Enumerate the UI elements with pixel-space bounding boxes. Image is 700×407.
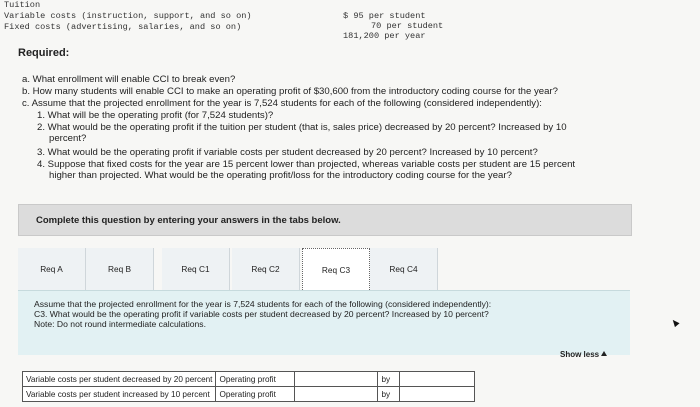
question-c4-line2: higher than projected. What would be the operating profit/loss for the introductory coding course for the year? xyxy=(49,170,512,181)
change-input-increase[interactable] xyxy=(400,387,475,402)
instructions-panel xyxy=(18,204,632,236)
row-metric: Operating profit xyxy=(216,387,295,402)
by-label: by xyxy=(378,372,400,387)
variable-costs-value: 70 per student xyxy=(371,21,444,31)
tab-req-c3[interactable] xyxy=(302,248,370,290)
show-less-label: Show less xyxy=(560,350,600,359)
fixed-costs-label: Fixed costs (advertising, salaries, and so on) xyxy=(4,22,242,32)
question-c3: 3. What would be the operating profit if variable costs per student decreased by 20 percent? Increased by 10 percent? xyxy=(37,147,538,158)
question-c1: 1. What will be the operating profit (for 7,524 students)? xyxy=(37,110,274,121)
tab-req-b[interactable] xyxy=(86,248,154,290)
tab-label: Req C2 xyxy=(251,264,280,274)
operating-profit-field[interactable] xyxy=(295,373,377,386)
change-input-decrease[interactable] xyxy=(400,372,475,387)
tab-label: Req B xyxy=(107,264,132,274)
fixed-costs-value: 181,200 per year xyxy=(343,31,426,41)
question-c2-line2: percent? xyxy=(49,133,87,144)
operating-profit-field[interactable] xyxy=(295,388,377,401)
question-c4-line1: 4. Suppose that fixed costs for the year are 15 percent lower than projected, whereas variable costs per student are 15 percent xyxy=(37,159,576,170)
tab-req-a[interactable] xyxy=(18,248,86,290)
table-row xyxy=(23,387,475,402)
question-c: c. Assume that the projected enrollment for the year is 7,524 students for each of the following (considered independently): xyxy=(22,98,542,109)
tuition-value: $ 95 per student xyxy=(343,11,426,21)
tab-req-c4[interactable] xyxy=(370,248,438,290)
tuition-label: Tuition xyxy=(4,0,41,10)
requirement-tabs xyxy=(18,248,630,290)
operating-profit-input-decrease[interactable] xyxy=(295,372,378,387)
required-heading: Required: xyxy=(18,47,70,59)
requirement-info-box xyxy=(18,290,630,355)
tab-req-c1[interactable] xyxy=(162,248,230,290)
info-line-2: C3. What would be the operating profit if variable costs per student decreased by 20 percent? Increased by 10 percent? xyxy=(34,309,489,319)
given-data-block xyxy=(0,0,700,44)
instructions-text: Complete this question by entering your answers in the tabs below. xyxy=(36,215,341,226)
tab-req-c2[interactable] xyxy=(232,248,300,290)
change-field[interactable] xyxy=(400,388,474,401)
change-field[interactable] xyxy=(400,373,474,386)
caret-up-icon xyxy=(601,351,607,356)
question-c2-line1: 2. What would be the operating profit if the tuition per student (that is, sales price) decreased by 20 percent? Increased by 10 xyxy=(37,122,567,133)
answer-table xyxy=(22,371,475,402)
row-label: Variable costs per student decreased by 20 percent xyxy=(23,372,216,387)
question-a: a. What enrollment will enable CCI to break even? xyxy=(22,74,236,85)
row-label: Variable costs per student increased by 10 percent xyxy=(23,387,216,402)
operating-profit-input-increase[interactable] xyxy=(295,387,378,402)
tab-label: Req A xyxy=(40,264,63,274)
show-less-toggle[interactable] xyxy=(560,350,607,359)
info-line-3: Note: Do not round intermediate calculations. xyxy=(34,319,206,329)
info-line-1: Assume that the projected enrollment for the year is 7,524 students for each of the following (considered independently): xyxy=(34,299,492,309)
question-b: b. How many students will enable CCI to make an operating profit of $30,600 from the introductory coding course for the year? xyxy=(22,86,558,97)
table-row xyxy=(23,372,475,387)
row-metric: Operating profit xyxy=(216,372,295,387)
tab-label: Req C4 xyxy=(389,264,418,274)
mouse-pointer-icon xyxy=(670,318,679,327)
tab-label: Req C3 xyxy=(321,265,351,275)
by-label: by xyxy=(378,387,400,402)
variable-costs-label: Variable costs (instruction, support, and so on) xyxy=(4,11,252,21)
tab-label: Req C1 xyxy=(181,264,210,274)
